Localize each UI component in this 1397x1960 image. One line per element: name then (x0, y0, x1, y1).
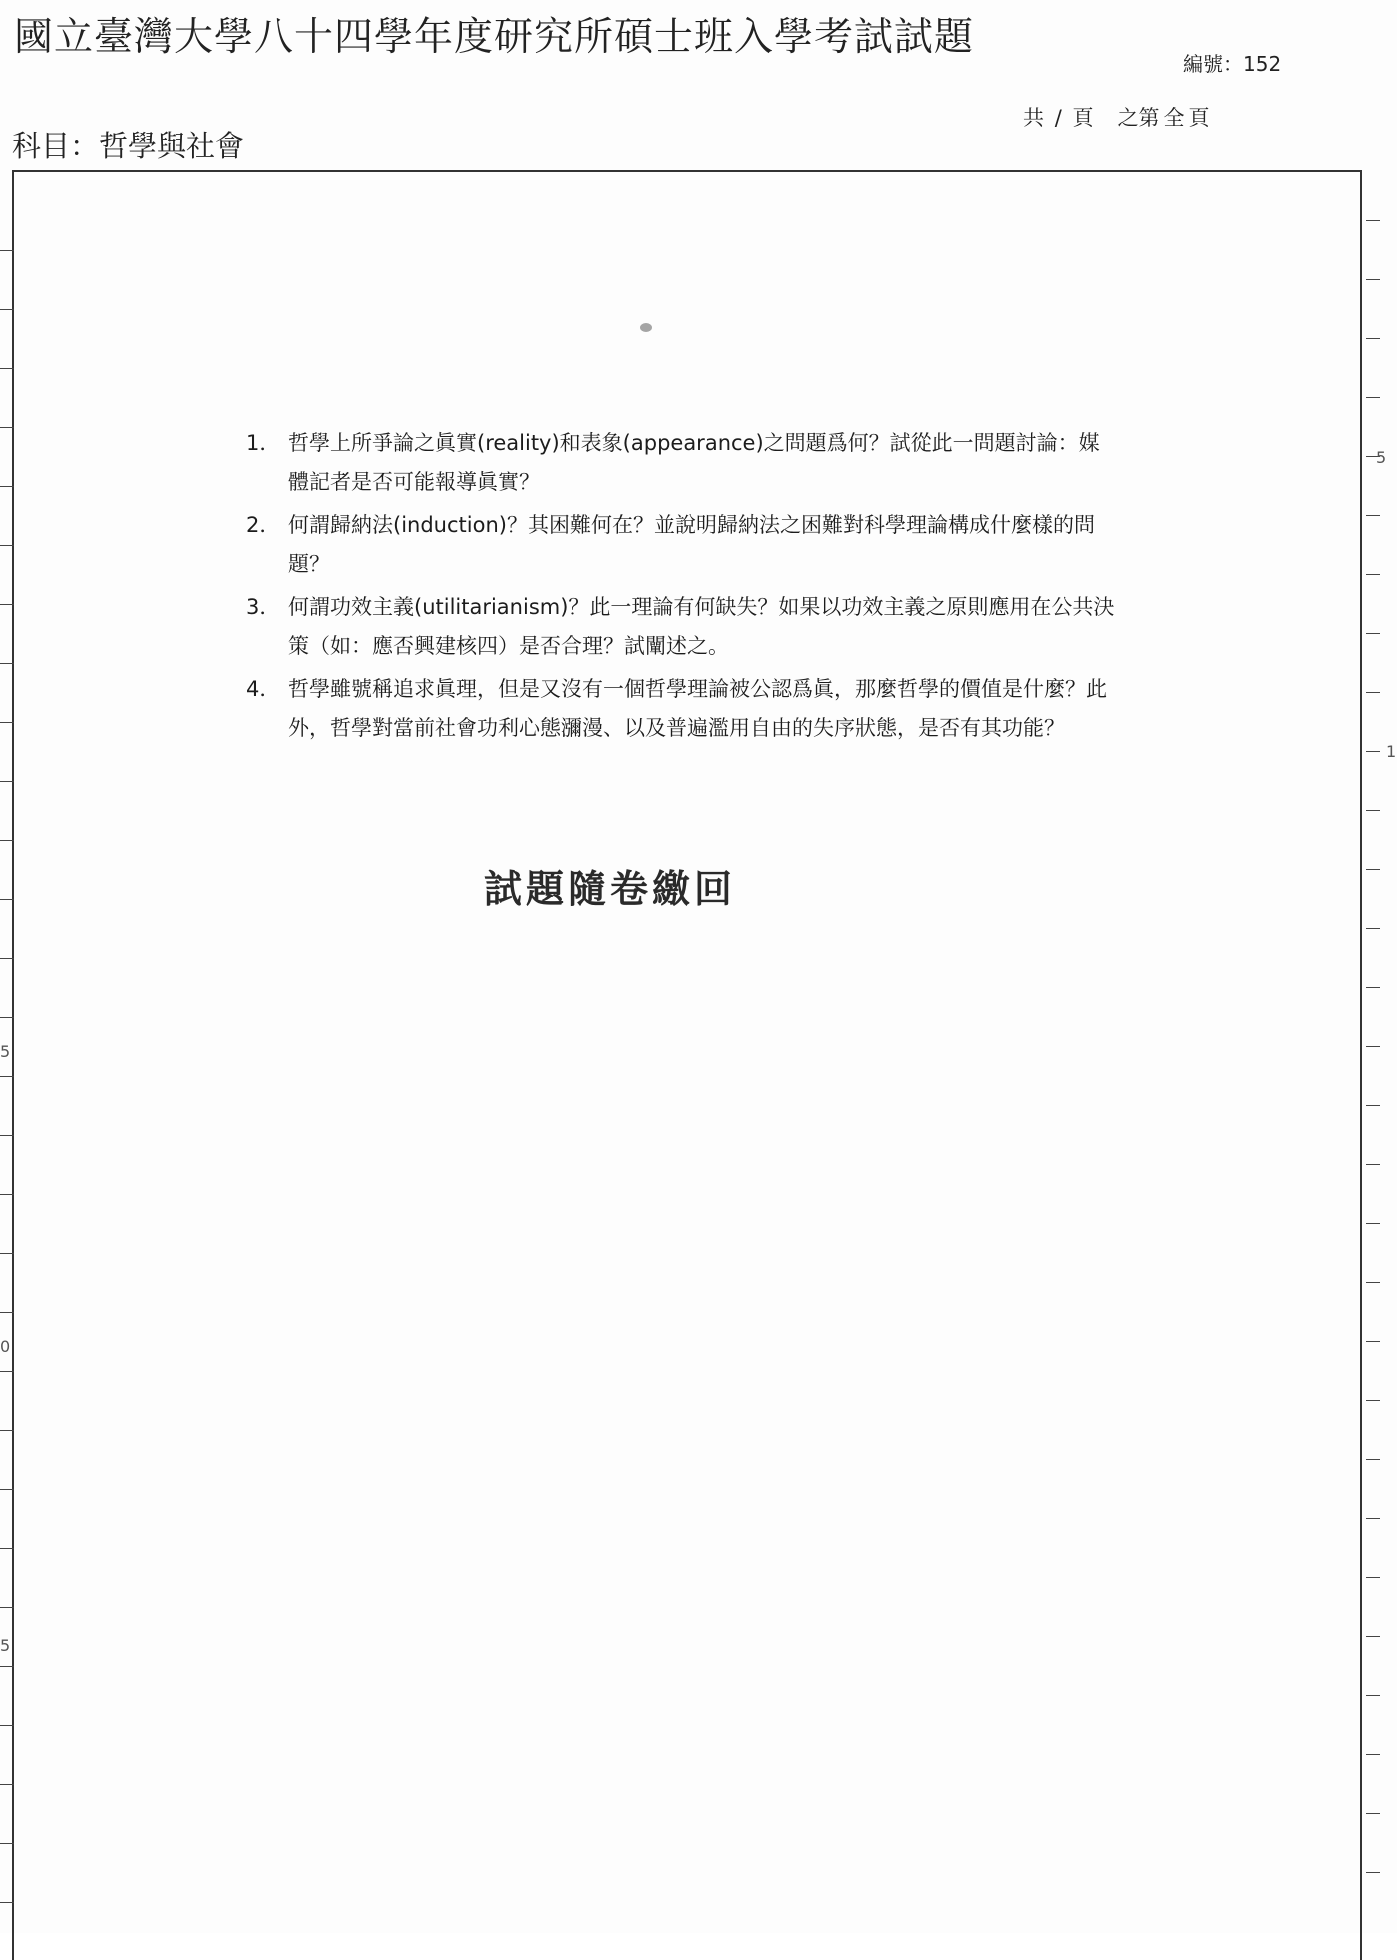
margin-tick (0, 1017, 14, 1018)
margin-tick (1366, 1223, 1380, 1224)
margin-tick (0, 1135, 14, 1136)
margin-tick (0, 1076, 14, 1077)
margin-tick (1366, 1105, 1380, 1106)
margin-tick (1366, 1872, 1380, 1873)
margin-tick (1366, 751, 1380, 752)
margin-tick (0, 1784, 14, 1785)
margin-tick (1366, 220, 1380, 221)
margin-tick (0, 1489, 14, 1490)
margin-tick (1366, 1518, 1380, 1519)
margin-tick (1366, 397, 1380, 398)
question-item (246, 506, 1116, 584)
margin-number: 1 (1386, 742, 1397, 761)
margin-tick (1366, 1695, 1380, 1696)
question-text: 哲學雖號稱追求眞理，但是又沒有一個哲學理論被公認爲眞，那麼哲學的價值是什麼？此外，哲學對當前社會功利心態瀰漫、以及普遍濫用自由的失序狀態，是否有其功能？ (288, 677, 1107, 740)
question-number: 1． (246, 431, 281, 455)
page-total-prefix: 共 (1023, 106, 1044, 130)
margin-tick (0, 1902, 14, 1903)
question-number: 4． (246, 677, 281, 701)
question-text: 何謂功效主義(utilitarianism)？此一理論有何缺失？如果以功效主義之原則應用在公共決策（如：應否興建核四）是否合理？試闡述之。 (288, 595, 1115, 658)
margin-tick (0, 1843, 14, 1844)
subject-label: 科目：哲學與社會 (12, 129, 245, 163)
margin-tick (0, 427, 14, 428)
margin-tick (0, 309, 14, 310)
margin-tick (1366, 1046, 1380, 1047)
margin-tick (0, 486, 14, 487)
question-item (246, 670, 1116, 748)
margin-tick (1366, 633, 1380, 634)
margin-tick (1366, 987, 1380, 988)
margin-tick (1366, 1459, 1380, 1460)
question-list (246, 424, 1116, 752)
question-text: 哲學上所爭論之眞實(reality)和表象(appearance)之問題爲何？試從此一問題討論：媒體記者是否可能報導眞實？ (288, 431, 1100, 494)
margin-tick (0, 1725, 14, 1726)
margin-tick (0, 722, 14, 723)
margin-tick (1366, 1341, 1380, 1342)
margin-tick (0, 545, 14, 546)
ink-smudge (640, 323, 652, 332)
margin-tick (0, 1253, 14, 1254)
margin-tick (0, 1430, 14, 1431)
margin-tick (1366, 1577, 1380, 1578)
margin-tick (0, 1312, 14, 1313)
margin-tick (0, 958, 14, 959)
margin-tick (0, 1666, 14, 1667)
page-info (1023, 102, 1213, 132)
page-total-suffix: 頁 (1072, 106, 1094, 130)
margin-tick (1366, 692, 1380, 693)
margin-tick (0, 1371, 14, 1372)
margin-tick (1366, 1282, 1380, 1283)
margin-tick (1366, 810, 1380, 811)
margin-tick (0, 604, 14, 605)
question-item (246, 424, 1116, 502)
margin-tick (0, 368, 14, 369)
serial-number: 編號：152 (1183, 52, 1282, 76)
margin-number: 5 (0, 1042, 11, 1061)
exam-title: 國立臺灣大學八十四學年度研究所碩士班入學考試試題 (14, 15, 975, 60)
margin-number: 5 (1376, 448, 1387, 467)
margin-tick (0, 250, 14, 251)
question-text: 何謂歸納法(induction)？其困難何在？並說明歸納法之困難對科學理論構成什麼樣的問題？ (288, 513, 1095, 576)
margin-tick (0, 663, 14, 664)
margin-tick (1366, 1400, 1380, 1401)
return-stamp: 試題隨卷繳回 (484, 866, 737, 911)
margin-number: 5 (0, 1636, 11, 1655)
margin-tick (0, 1548, 14, 1549)
margin-tick (1366, 1164, 1380, 1165)
margin-tick (1366, 515, 1380, 516)
page-total: / (1054, 106, 1062, 130)
margin-tick (1366, 574, 1380, 575)
margin-tick (1366, 869, 1380, 870)
question-number: 3． (246, 595, 281, 619)
margin-tick (1366, 338, 1380, 339)
page-current-prefix: 之第 (1117, 106, 1160, 130)
margin-tick (1366, 1636, 1380, 1637)
page-current: 全 (1163, 106, 1185, 130)
question-item (246, 588, 1116, 666)
margin-tick (0, 840, 14, 841)
page-current-suffix: 頁 (1188, 106, 1210, 130)
margin-tick (1366, 279, 1380, 280)
margin-tick (0, 899, 14, 900)
margin-tick (1366, 1754, 1380, 1755)
margin-tick (1366, 928, 1380, 929)
margin-tick (1366, 1813, 1380, 1814)
margin-tick (0, 1194, 14, 1195)
margin-number: 0 (0, 1337, 11, 1356)
margin-tick (0, 1607, 14, 1608)
question-number: 2． (246, 513, 281, 537)
margin-tick (0, 781, 14, 782)
